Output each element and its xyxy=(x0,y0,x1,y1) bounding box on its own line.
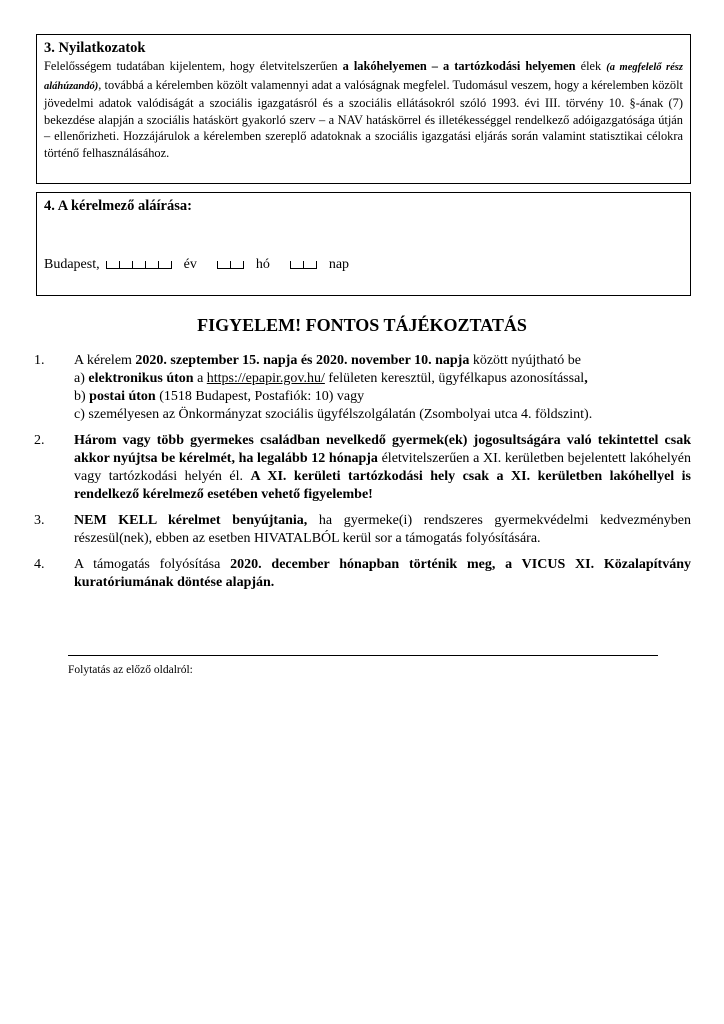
list-item: 2. Három vagy több gyermekes családban nevelkedő gyermek(ek) jogosultságára való tekintettel csak akkor nyújtsa be kérelmét, ha legalább 12 hónapja életvitelszerűen a XI. kerületben bejelentett lakóhelyén vagy tartózkodási helyén él. A XI. kerületi tartózkodási hely csak a XI. kerületben lakóhellyel is rendelkező kérelmező esetében vehető figyelembe! xyxy=(34,433,692,502)
year-input-boxes[interactable] xyxy=(106,261,172,269)
city-label: Budapest, xyxy=(44,257,100,272)
list-item: 4. A támogatás folyósítása 2020. december hónapban történik meg, a VICUS XI. Közalapítvány kuratóriumának döntése alapján. xyxy=(34,557,691,590)
signature-title: 4. A kérelmező aláírása: xyxy=(44,198,192,214)
year-label: év xyxy=(183,257,197,272)
day-input-boxes[interactable] xyxy=(290,261,317,269)
declarations-section xyxy=(36,34,691,184)
month-input-boxes[interactable] xyxy=(217,261,244,269)
list-item: 1. A kérelem 2020. szeptember 15. napja és 2020. november 10. napja között nyújtható be a) elektronikus úton a https://epapir.gov.hu/ felületen keresztül, ügyfélkapus azonosítással, b) postai úton (1518 Budapest, Postafiók: 10) vagy c) személyesen az Önkormányzat szociális ügyfélszolgálatán (Zsombolyai utca 4. földszint). xyxy=(34,353,593,422)
declarations-title: 3. Nyilatkozatok xyxy=(44,40,146,56)
list-item: 3. NEM KELL kérelmet benyújtania, ha gyermeke(i) rendszeres gyermekvédelmi kedvezményben részesül(nek), ebben az esetben HIVATALBÓL kerül sor a támogatás folyósítására. xyxy=(34,513,692,546)
day-label: nap xyxy=(328,257,350,272)
declarations-text: Felelősségem tudatában kijelentem, hogy életvitelszerűen a lakóhelyemen – a tartózkodási helyemen élek (a megfelelő rész aláhúzandó), továbbá a kérelemben közölt valamennyi adat a valóságnak megfelel. Tudomásul veszem, hogy a kérelemben közölt jövedelmi adatok valódiságát a szociális igazgatásról és a szociális ellátásokról szóló 1993. évi III. törvény 10. §-ának (7) bekezdése alapján a szociális hatáskört gyakorló szerv – a NAV hatáskörrel és illetékességgel rendelkező adóigazgatósága útján – ellenőrizheti. Hozzájárulok a kérelemben szereplő adatoknak a szociális igazgatási eljárás során valamint statisztikai célokra történő felhasználásához. xyxy=(44,59,683,160)
date-row xyxy=(44,257,349,273)
footnote-divider xyxy=(68,655,658,656)
notice-list xyxy=(34,352,691,600)
footnote-text: Folytatás az előző oldalról: xyxy=(68,664,193,676)
month-label: hó xyxy=(255,257,270,272)
notice-heading: FIGYELEM! FONTOS TÁJÉKOZTATÁS xyxy=(197,315,527,335)
signature-section xyxy=(36,192,691,296)
epapir-link[interactable]: https://epapir.gov.hu/ xyxy=(206,371,325,386)
